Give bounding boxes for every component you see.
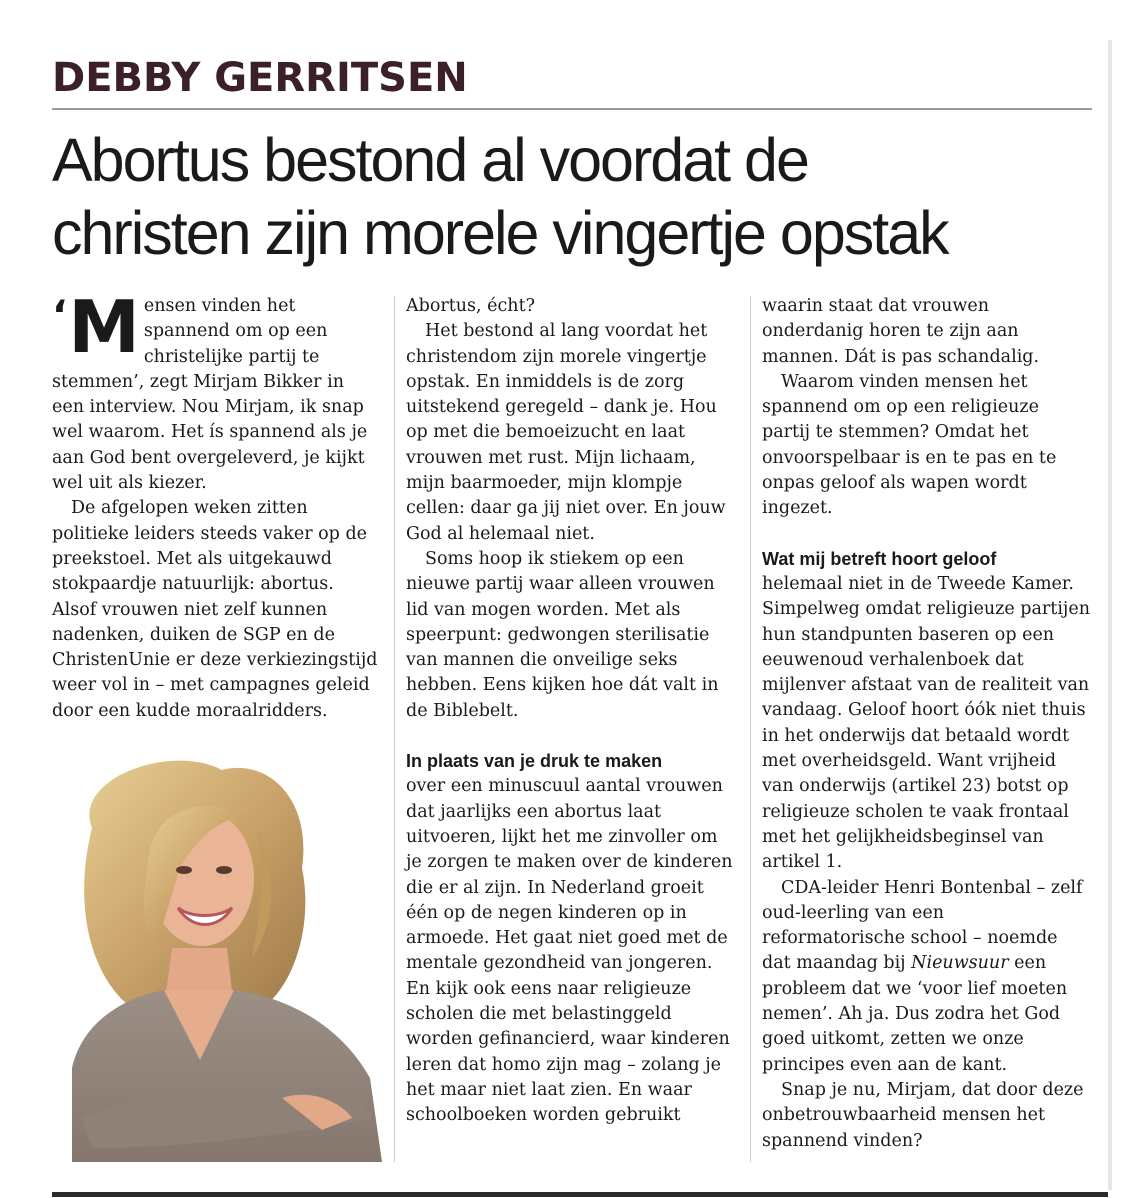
drop-letter: M: [68, 285, 140, 369]
author-photo: [52, 758, 392, 1162]
header-rule: [52, 108, 1092, 110]
paragraph: [762, 876, 1090, 1078]
subheading: Wat mij betreft hoort geloof: [762, 548, 997, 569]
paragraph: [52, 285, 380, 496]
paragraph: over een minuscuul aantal vrouwen dat jaarlijks een abortus laat uitvoeren, lijkt het me zinvoller om je zorgen te maken over de kinderen die er al zijn. In Nederland groeit één op de negen kinderen op in armoede. Het gaat niet goed met de mentale gezondheid van jongeren. En kijk ook eens naar religieuze scholen die met belastinggeld worden gefinancierd, waar kinderen leren dat homo zijn mag – zolang je het maar niet laat zien. En waar schoolboeken worden gebruikt: [406, 776, 733, 1126]
drop-quote: ‘: [52, 293, 68, 339]
paragraph: Soms hoop ik stiekem op een nieuwe partij waar alleen vrouwen lid van mogen worden. Met als speerpunt: gedwongen sterilisatie van mannen die onveilige seks hebben. Eens kijken hoe dát valt in de Biblebelt.: [406, 548, 719, 721]
column-1: [52, 285, 380, 724]
footer-rule: [52, 1192, 1108, 1197]
column-divider: [394, 296, 395, 1162]
paragraph: Snap je nu, Mirjam, dat door deze onbetrouwbaarheid mensen het spannend vinden?: [762, 1079, 1084, 1151]
paragraph: Het bestond al lang voordat het christendom zijn morele vingertje opstak. En inmiddels is de zorg uitstekend geregeld – dank je. Hou op met die bemoeizucht en laat vrouwen met rust. Mijn lichaam, mijn baarmoeder, mijn klompje cellen: daar ga jij niet over. En jouw God al helemaal niet.: [406, 321, 726, 544]
paragraph: Abortus, écht?: [406, 296, 535, 316]
column-2: [406, 294, 734, 1129]
paragraph-text: ensen vinden het spannend om op een christelijke partij te stemmen’, zegt Mirjam Bikker in een interview. Nou Mirjam, ik snap wel waarom. Het ís spannend als je aan God bent overgeleverd, je kijkt wel uit als kiezer.: [52, 296, 368, 494]
subheading: In plaats van je druk te maken: [406, 751, 663, 772]
paragraph: helemaal niet in de Tweede Kamer. Simpelweg omdat religieuze partijen hun standpunten baseren op een eeuwenoud verhalenboek dat mijlenver afstaat van de realiteit van vandaag. Geloof hoort óók niet thuis in het onderwijs dat betaald wordt met overheidsgeld. Want vrijheid van onderwijs (artikel 23) botst op religieuze scholen te vaak frontaal met het gelijkheidsbeginsel van artikel 1.: [762, 573, 1090, 873]
paragraph: Waarom vinden mensen het spannend om op een religieuze partij te stemmen? Omdat het onvoorspelbaar is en te pas en te onpas geloof als wapen wordt ingezet.: [762, 371, 1057, 519]
drop-cap: [52, 285, 140, 369]
headline-line-1: Abortus bestond al voordat de: [52, 126, 808, 194]
paragraph-text: een probleem dat we ‘voor lief moeten nemen’. Ah ja. Dus zodra het God goed uitkomt, zetten we onze principes even aan de kant.: [762, 953, 1068, 1075]
headline: [52, 124, 1102, 270]
paragraph: waarin staat dat vrouwen onderdanig horen te zijn aan mannen. Dát is pas schandalig.: [762, 296, 1040, 367]
page-edge-shadow: [1108, 40, 1112, 1190]
author-name: DEBBY GERRITSEN: [52, 55, 468, 101]
paragraph-text: CDA-leider Henri Bontenbal – zelf oud-leerling van een reformatorische school – noemde dat maandag bij: [762, 877, 1083, 974]
paragraph: De afgelopen weken zitten politieke leiders steeds vaker op de preekstoel. Met als uitgekauwd stokpaardje natuurlijk: abortus. Alsof vrouwen niet zelf kunnen nadenken, duiken de SGP en de ChristenUnie er deze verkiezingstijd weer vol in – met campagnes geleid door een kudde moraalridders.: [52, 498, 378, 721]
program-name: Nieuwsuur: [911, 953, 1009, 974]
column-3: [762, 294, 1090, 1154]
column-divider: [750, 296, 751, 1162]
headline-line-2: christen zijn morele vingertje opstak: [52, 199, 948, 267]
